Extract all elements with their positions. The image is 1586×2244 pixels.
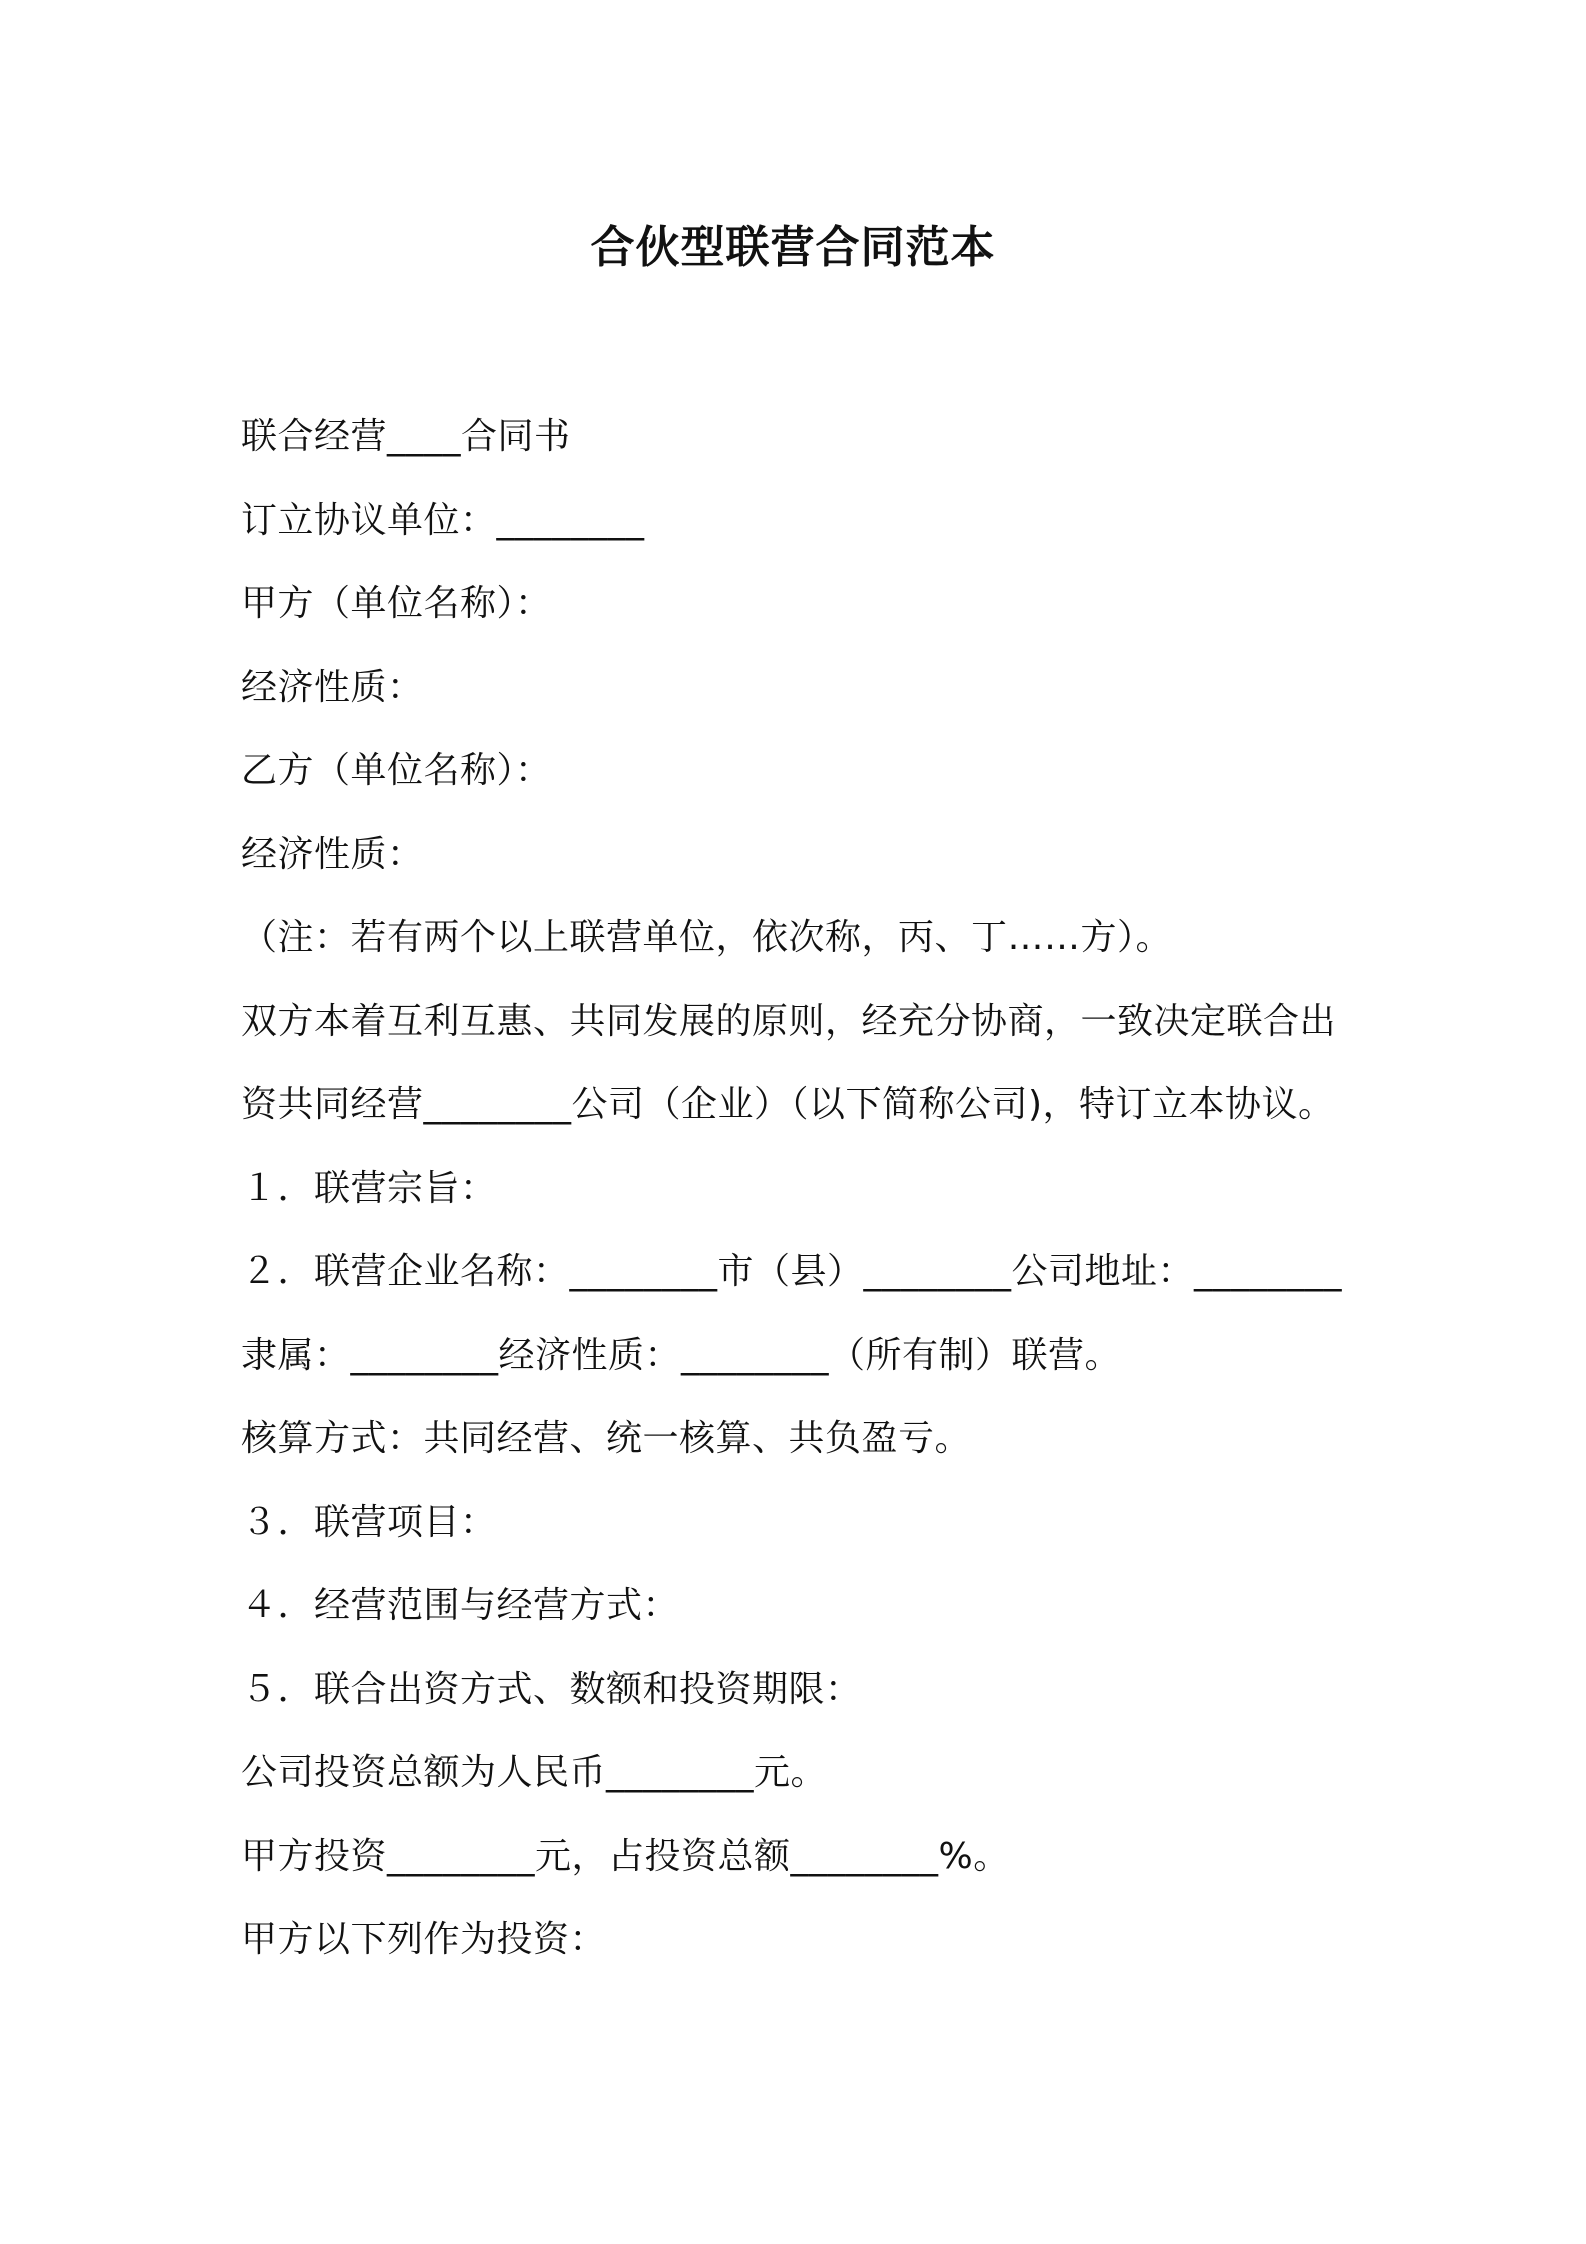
- preamble-line-2: 资共同经营________公司（企业）（以下简称公司)，特订立本协议。: [241, 1084, 1335, 1125]
- accounting-method-line: 核算方式：共同经营、统一核算、共负盈亏。: [241, 1418, 972, 1459]
- document-body: [241, 407, 1361, 1994]
- party-a-name-line: 甲方（单位名称）：: [241, 583, 552, 624]
- clause-2-enterprise-name: ２．联营企业名称：________市（县）________公司地址：________: [241, 1251, 1343, 1292]
- party-a-investment-line: 甲方投资________元，占投资总额________%。: [241, 1835, 1010, 1877]
- party-a-economic-nature-line: 经济性质：: [241, 666, 424, 708]
- note-line: （注：若有两个以上联营单位，依次称，丙、丁……方）。: [241, 917, 1173, 958]
- affiliation-line: 隶属：________经济性质：________（所有制）联营。: [241, 1334, 1122, 1376]
- clause-3-project: ３．联营项目：: [241, 1501, 497, 1543]
- clause-5-investment: ５．联合出资方式、数额和投资期限：: [241, 1668, 862, 1710]
- party-b-economic-nature-line: 经济性质：: [241, 833, 424, 875]
- party-a-investment-items-line: 甲方以下列作为投资：: [241, 1919, 607, 1960]
- contract-heading-line: 联合经营____合同书: [241, 416, 571, 457]
- clause-1-purpose: １．联营宗旨：: [241, 1167, 497, 1209]
- preamble-line-1: 双方本着互利互惠、共同发展的原则，经充分协商，一致决定联合出: [241, 1000, 1337, 1042]
- total-investment-line: 公司投资总额为人民币________元。: [241, 1752, 828, 1793]
- clause-4-scope: ４．经营范围与经营方式：: [241, 1585, 680, 1626]
- party-b-name-line: 乙方（单位名称）：: [241, 750, 552, 791]
- document-title: 合伙型联营合同范本: [590, 222, 996, 273]
- signing-parties-line: 订立协议单位：________: [241, 499, 645, 541]
